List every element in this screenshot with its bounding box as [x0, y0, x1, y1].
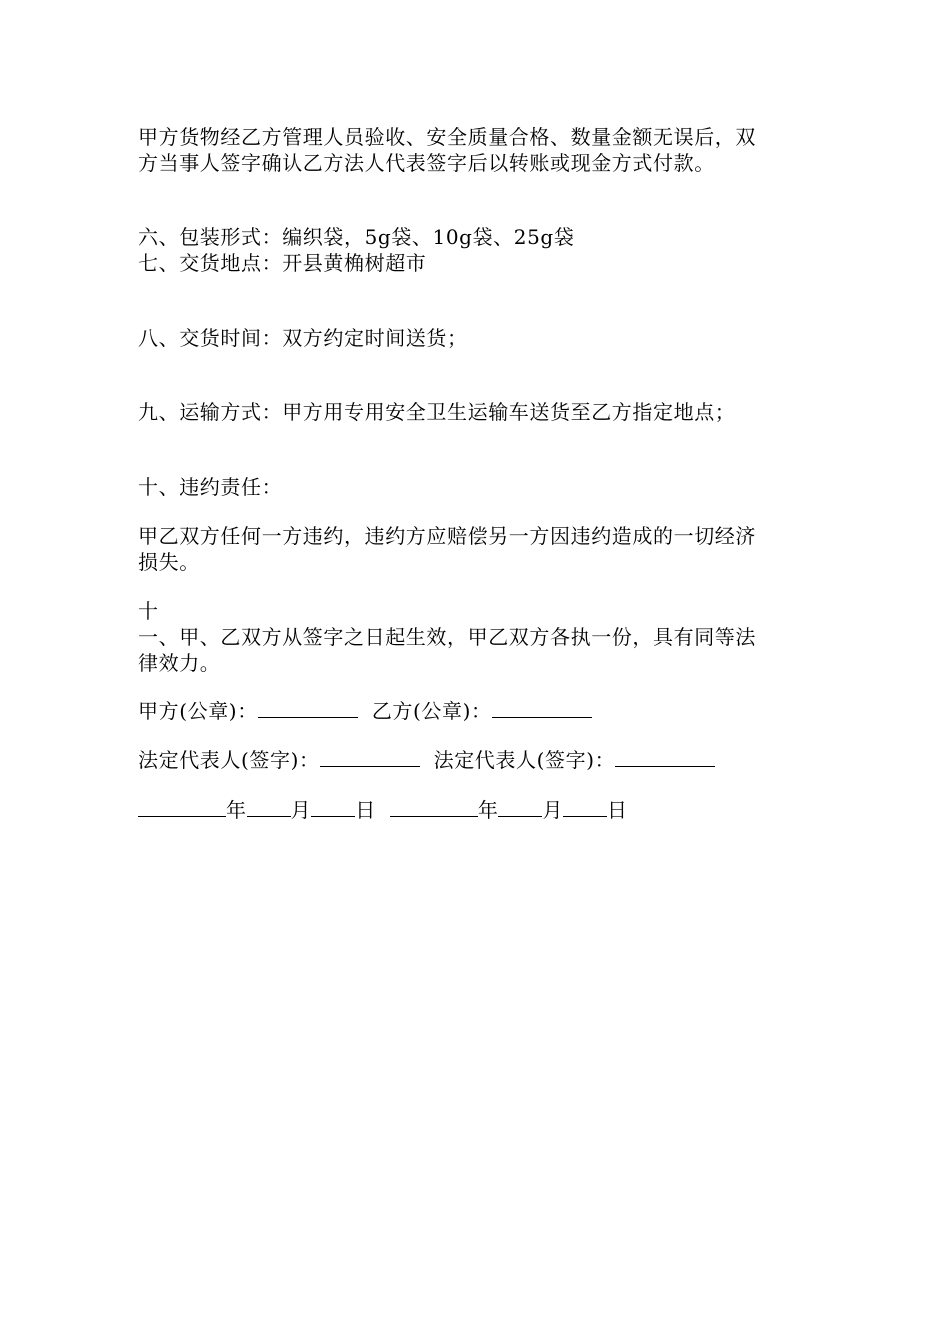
packaging-clause: 六、包装形式：编织袋，5g袋、10g袋、25g袋 [138, 225, 575, 249]
delivery-location-clause: 七、交货地点：开县黄桷树超市 [138, 251, 427, 275]
seal-row [138, 698, 828, 724]
party-b-day-blank[interactable] [563, 798, 607, 817]
party-a-month-blank[interactable] [247, 798, 291, 817]
party-a-seal-blank[interactable] [258, 699, 358, 718]
party-b-month-label: 月 [542, 798, 564, 822]
party-b-seal-label: 乙方(公章)： [371, 699, 492, 723]
party-a-seal-label: 甲方(公章)： [138, 699, 258, 723]
payment-terms-line-2: 方当事人签字确认乙方法人代表签字后以转账或现金方式付款。 [138, 151, 715, 175]
party-b-seal-blank[interactable] [492, 699, 592, 718]
party-b-day-label: 日 [607, 798, 628, 822]
effective-clause-line-3: 律效力。 [138, 651, 221, 675]
representative-row [138, 747, 828, 773]
party-a-day-label: 日 [355, 798, 376, 822]
party-a-day-blank[interactable] [311, 798, 355, 817]
effective-clause-line-1: 十 [138, 599, 159, 623]
party-a-month-label: 月 [290, 798, 312, 822]
breach-heading: 十、违约责任： [138, 475, 283, 499]
party-b-rep-blank[interactable] [615, 748, 715, 767]
party-a-rep-blank[interactable] [320, 748, 420, 767]
party-a-rep-label: 法定代表人(签字)： [138, 748, 320, 772]
party-b-year-label: 年 [477, 798, 499, 822]
party-b-rep-label: 法定代表人(签字)： [433, 748, 616, 772]
breach-body-line-1: 甲乙双方任何一方违约，违约方应赔偿另一方因违约造成的一切经济 [138, 524, 756, 548]
breach-body-line-2: 损失。 [138, 550, 200, 574]
party-b-year-blank[interactable] [390, 798, 478, 817]
party-a-year-label: 年 [226, 798, 247, 822]
party-b-month-blank[interactable] [498, 798, 542, 817]
payment-terms-line-1: 甲方货物经乙方管理人员验收、安全质量合格、数量金额无误后，双 [138, 125, 756, 149]
date-row [138, 797, 828, 823]
delivery-time-clause: 八、交货时间：双方约定时间送货； [138, 326, 468, 350]
effective-clause-line-2: 一、甲、乙双方从签字之日起生效，甲乙双方各执一份，具有同等法 [138, 625, 756, 649]
party-a-year-blank[interactable] [138, 798, 226, 817]
transport-clause: 九、运输方式：甲方用专用安全卫生运输车送货至乙方指定地点； [138, 400, 736, 424]
